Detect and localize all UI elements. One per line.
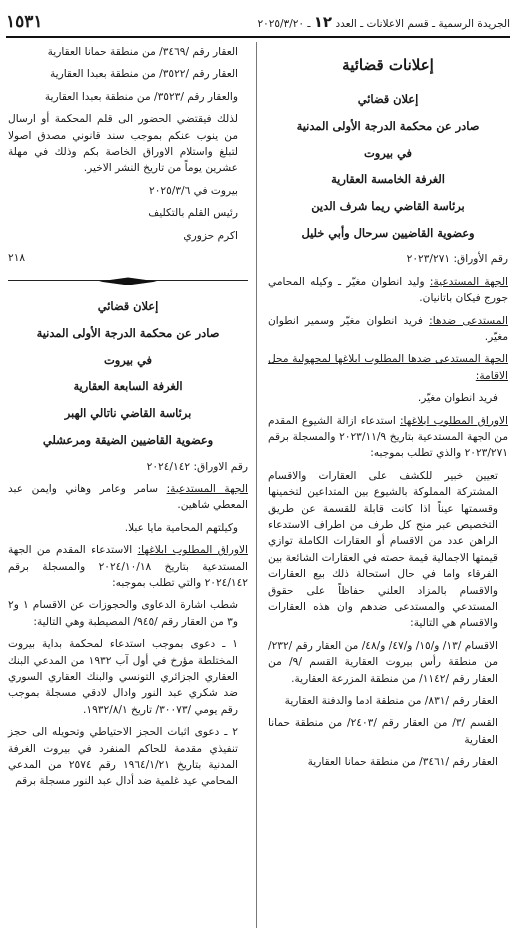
signer-name: اكرم حزوري [183, 229, 238, 242]
notified-party-value: فريد انطوان مغيّر. [417, 392, 498, 405]
property-item: والعقار رقم /٣٥٢٣/ من منطقة بعبدا العقارية [44, 90, 238, 103]
summons-text: لذلك فيقتضي الحضور الى قلم المحكمة أو ارسال من ينوب عنكم بموجب سند قانوني مصدق اصولا لتبلغ واستلام الاوراق الخاصة بكم وذلك في مهلة عشرين يوماً من تاريخ النشر الاخير. [8, 113, 238, 175]
diamond-ornament-icon [99, 277, 157, 285]
notice-heading: إعلان قضائي [97, 299, 159, 314]
notice-heading: إعلان قضائي [357, 92, 419, 107]
page-header [6, 8, 510, 38]
gazette-issue-line [257, 13, 510, 31]
request-text: شطب اشارة الدعاوى والحجوزات عن الاقسام ١ و٢ و٣ من العقار رقم /٩٤٥/ المصيطبة وهي التالية: [8, 599, 239, 628]
file-number-value: ٢٠٢٤/١٤٢ [146, 460, 191, 473]
property-item: العقار رقم /٣٥٢٢/ من منطقة بعبدا العقارية [49, 68, 238, 81]
court-name: صادر عن محكمة الدرجة الأولى المدنية [36, 326, 220, 341]
property-item: العقار رقم /٨٣١/ من منطقة ادما والدفنة العقارية [284, 695, 498, 708]
property-item: العقار رقم /٣٤٦١/ من منطقة حمانا العقارية [307, 756, 498, 769]
plaintiff-line [8, 481, 248, 514]
chamber-name: الغرفة السابعة العقارية [73, 379, 183, 394]
papers-value: الاستدعاء المقدم من الجهة المستدعية بتاريخ ٢٠٢٤/١٠/١٨ والمسجلة برقم ٢٠٢٤/١٤٢ والتي تطلب بموجبه: [8, 544, 249, 589]
file-number-line [268, 251, 508, 267]
court-city: في بيروت [363, 145, 413, 160]
left-column [8, 44, 248, 796]
notice-separator [8, 274, 248, 288]
right-column [268, 44, 508, 777]
section-title: إعلانات قضائية [342, 56, 434, 74]
papers-line [8, 542, 248, 591]
file-number-value: ٢٠٢٣/٢٧١ [406, 253, 451, 266]
file-number-line [8, 459, 248, 475]
request-text: تعيين خبير للكشف على العقارات والاقسام المشتركة المملوكة بالشيوع بين المتداعين لتخمينها وقسمتها عيناً اذا كانت قابلة للقسمة عن طريق التخصيص عبر منح كل طرف من اطراف الاستدعاء الراهن عدد من الاقسام أو العقارات الكاملة توازي قيمتها الاجمالية قيمة حصته في العقارات الشائعة بين الفرقاء واما في حال استحالة ذلك بيع العقارات والاقسام بالمزاد العلني حفاظاً على حقوق المستدعي والمستدعى ضدهم وان هذه العقارات والاقسام هي التالية: [268, 469, 498, 630]
file-number-label: رقم الأوراق: [453, 253, 508, 266]
defendant-value: فريد انطوان مغيّر وسمير انطوان مغيّر. [268, 314, 508, 343]
presiding-judge: برئاسة القاضي ريما شرف الدين [311, 198, 465, 213]
reference-number: ٢١٨ [8, 252, 26, 265]
column-divider [256, 42, 257, 928]
gazette-name: الجريدة الرسمية ـ قسم الاعلانات ـ العدد [335, 18, 510, 30]
member-judges: وعضوية القاضيين الضيقة ومرعشلي [42, 432, 214, 447]
chamber-name: الغرفة الخامسة العقارية [331, 172, 445, 187]
court-city: في بيروت [103, 352, 153, 367]
plaintiff-line [268, 274, 508, 307]
notified-party-label: الجهة المستدعى ضدها المطلوب ابلاغها لمجهولية محل الاقامة: [268, 353, 508, 382]
defendant-line [268, 313, 508, 346]
presiding-judge: برئاسة القاضي ناتالي الهبر [64, 406, 192, 421]
page-number: ١٥٣١ [6, 12, 43, 32]
papers-line [268, 413, 508, 462]
plaintiff-label: الجهة المستدعية: [429, 275, 508, 288]
plaintiff-value: سامر وعامر وهاني وايمن عبد المعطي شاهين. [8, 482, 248, 512]
lawsuit-item: ١ ـ دعوى بموجب استدعاء لمحكمة بداية بيروت المختلطة مؤرخ في أول آب ١٩٣٢ من المدعي البنك العقاري الجزائري التونسي والبنك العقاري السوري ضد شكري عبد النور وادال لادقي مسجلة بموجب رقم يومي /٣٠٠٧٣/ تاريخ ١٩٣٢/٨/١. [8, 638, 238, 716]
plaintiff-value: وليد انطوان مغيّر ـ وكيله المحامي جورج فيكان باتانيان. [268, 275, 508, 305]
papers-label: الاوراق المطلوب ابلاغها: [399, 414, 508, 427]
property-item: الاقسام /١٣/ و/١٥/ و/٤٧/ و/٤٨/ من العقار رقم /٢٣٢/ من منطقة رأس بيروت العقارية القسم /٩/ من العقار رقم /١١٤٢/ من منطقة المزرعة العقارية. [268, 639, 499, 685]
property-item: العقار رقم /٣٤٦٩/ من منطقة حمانا العقارية [47, 46, 238, 58]
issue-date: ـ ٢٠٢٥/٣/٢٠ [257, 18, 311, 30]
lawyer-line: وكيلتهم المحامية مايا عبلا. [124, 521, 238, 534]
property-item: القسم /٣/ من العقار رقم /٢٤٠٣/ من منطقة حمانا العقارية [268, 717, 499, 746]
plaintiff-label: الجهة المستدعية: [166, 482, 248, 495]
papers-value: استدعاء ازالة الشيوع المقدم من الجهة المستدعية بتاريخ ٢٠٢٣/١١/٩ والمسجلة برقم ٢٠٢٣/٢٧١ والذي تطلب بموجبه: [268, 414, 508, 460]
lawsuit-item: ٢ ـ دعوى اثبات الحجز الاحتياطي وتحويله الى حجز تنفيذي مقدمة للحاكم المنفرد في بيروت الغرفة المدنية بتاريخ ١٩٦٤/١/٢١ رقم ٢٥٧٤ من المدعي المحامي عيد غلمية ضد أدال عبد النور مسجلة برقم [8, 726, 238, 788]
issue-number: ١٢ [313, 13, 333, 31]
defendant-label: المستدعى ضدها: [429, 314, 509, 327]
date-line: بيروت في ٢٠٢٥/٣/٦ [149, 184, 238, 197]
signer-title: رئيس القلم بالتكليف [148, 207, 238, 220]
papers-label: الاوراق المطلوب ابلاغها: [137, 544, 248, 557]
member-judges: وعضوية القاضيين سرحال وأبي خليل [301, 225, 475, 240]
file-number-label: رقم الاوراق: [193, 460, 248, 473]
court-name: صادر عن محكمة الدرجة الأولى المدنية [296, 118, 480, 133]
